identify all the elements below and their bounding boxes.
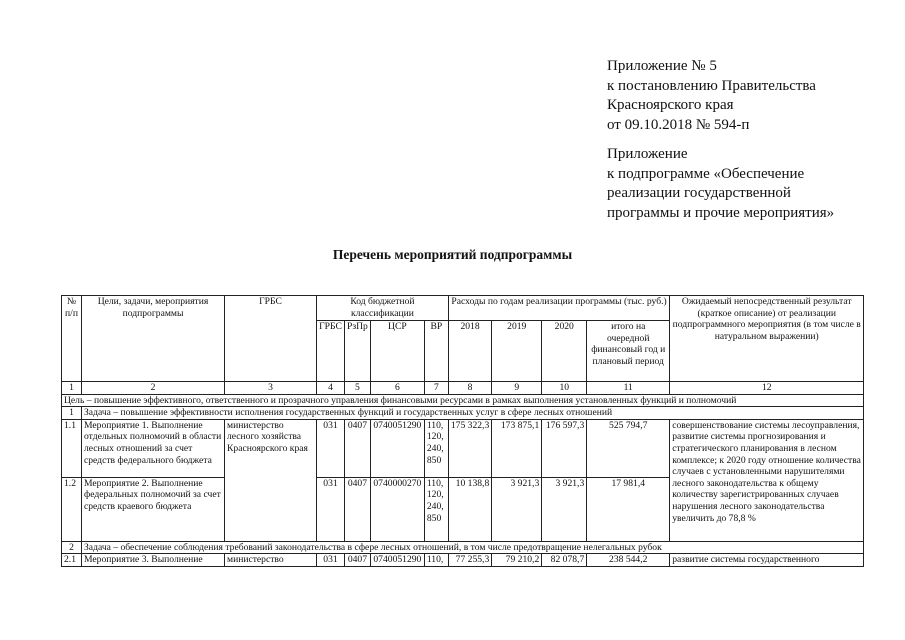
header-line: Приложение № 5 — [607, 58, 717, 74]
value-2019: 173 875,1 — [492, 419, 542, 477]
measures-table — [61, 295, 864, 567]
subprogram-appendix-header — [607, 145, 834, 223]
goal-text: Цель – повышение эффективного, ответственного и прозрачного управления финансовыми ресурсами в рамках выполнения установленных функций и полномочий — [62, 394, 864, 407]
page-title: Перечень мероприятий подпрограммы — [332, 247, 573, 262]
value-2020: 82 078,7 — [542, 554, 587, 567]
header-grbs: ГРБС — [225, 296, 317, 382]
row-num: 1.1 — [62, 419, 82, 477]
header-expenses: Расходы по годам реализации программы (тыс. руб.) — [448, 296, 669, 321]
header-rzpr: РзПр — [345, 321, 371, 382]
grbs-name: министерство — [225, 554, 317, 567]
column-number: 5 — [345, 382, 371, 395]
column-number: 8 — [448, 382, 491, 395]
vr: 110, 120, 240, 850 — [424, 477, 448, 541]
grbs-name: министерство лесного хозяйства Красноярского края — [225, 419, 317, 541]
task-text: Задача – повышение эффективности исполнения государственных функций и государственных услуг в сфере лесных отношений — [82, 407, 864, 420]
csr: 0740051290 — [370, 419, 424, 477]
column-number: 1 — [62, 382, 82, 395]
value-2018: 77 255,3 — [448, 554, 491, 567]
goal-row — [62, 394, 864, 407]
value-total: 525 794,7 — [587, 419, 670, 477]
csr: 0740051290 — [370, 554, 424, 567]
header-line: Приложение — [607, 146, 688, 162]
grbs-code: 031 — [317, 554, 345, 567]
column-number: 12 — [670, 382, 864, 395]
header-grbs-code: ГРБС — [317, 321, 345, 382]
csr: 0740000270 — [370, 477, 424, 541]
column-number: 6 — [370, 382, 424, 395]
task-text: Задача – обеспечение соблюдения требований законодательства в сфере лесных отношений, в том числе предотвращение нелегальных рубок — [82, 541, 864, 554]
table-row — [62, 554, 864, 567]
column-number-row — [62, 382, 864, 395]
grbs-code: 031 — [317, 419, 345, 477]
task-num: 2 — [62, 541, 82, 554]
value-2018: 10 138,8 — [448, 477, 491, 541]
value-2019: 3 921,3 — [492, 477, 542, 541]
column-number: 2 — [82, 382, 225, 395]
header-line: программы и прочие мероприятия» — [607, 204, 835, 221]
expected-result: развитие системы государственного — [670, 554, 864, 567]
header-total: итого на очередной финансовый год и плановый период — [587, 321, 670, 382]
expected-result: совершенствование системы лесоуправления, развитие системы прогнозирования и стратегического планирования в лесном комплексе; к 2020 году отношение количества случаев с установленными нарушителями лесного законодательства к общему количеству зарегистрированных случаев нарушения лесного законодательства увеличить до 78,8 % — [670, 419, 864, 541]
task-row — [62, 541, 864, 554]
header-goals: Цели, задачи, мероприятия подпрограммы — [82, 296, 225, 382]
table-header-row — [62, 296, 864, 321]
header-line: к постановлению Правительства — [607, 77, 816, 94]
rzpr: 0407 — [345, 554, 371, 567]
vr: 110, 120, 240, 850 — [424, 419, 448, 477]
row-num: 2.1 — [62, 554, 82, 567]
header-2018: 2018 — [448, 321, 491, 382]
column-number: 7 — [424, 382, 448, 395]
header-line: реализации государственной — [607, 185, 791, 201]
column-number: 11 — [587, 382, 670, 395]
header-num: № п/п — [62, 296, 82, 382]
header-csr: ЦСР — [370, 321, 424, 382]
column-number: 4 — [317, 382, 345, 395]
value-total: 238 544,2 — [587, 554, 670, 567]
table-row — [62, 419, 864, 477]
task-row — [62, 407, 864, 420]
task-num: 1 — [62, 407, 82, 420]
header-budget-code: Код бюджетной классификации — [317, 296, 449, 321]
column-number: 9 — [492, 382, 542, 395]
grbs-code: 031 — [317, 477, 345, 541]
row-num: 1.2 — [62, 477, 82, 541]
header-line: к подпрограмме «Обеспечение — [607, 165, 805, 182]
header-vr: ВР — [424, 321, 448, 382]
header-line: Красноярского края — [607, 97, 734, 113]
value-total: 17 981,4 — [587, 477, 670, 541]
header-result: Ожидаемый непосредственный результат (краткое описание) от реализации подпрограммного мероприятия (в том числе в натуральном выражении) — [670, 296, 864, 382]
measure-name: Мероприятие 2. Выполнение федеральных полномочий за счет средств краевого бюджета — [82, 477, 225, 541]
measure-name: Мероприятие 3. Выполнение — [82, 554, 225, 567]
column-number: 3 — [225, 382, 317, 395]
rzpr: 0407 — [345, 419, 371, 477]
appendix-header — [607, 57, 816, 135]
value-2020: 176 597,3 — [542, 419, 587, 477]
column-number: 10 — [542, 382, 587, 395]
header-line: от 09.10.2018 № 594-п — [607, 116, 750, 133]
value-2020: 3 921,3 — [542, 477, 587, 541]
header-2020: 2020 — [542, 321, 587, 382]
measure-name: Мероприятие 1. Выполнение отдельных полномочий в области лесных отношений за счет средств федерального бюджета — [82, 419, 225, 477]
header-2019: 2019 — [492, 321, 542, 382]
value-2018: 175 322,3 — [448, 419, 491, 477]
vr: 110, — [424, 554, 448, 567]
rzpr: 0407 — [345, 477, 371, 541]
value-2019: 79 210,2 — [492, 554, 542, 567]
